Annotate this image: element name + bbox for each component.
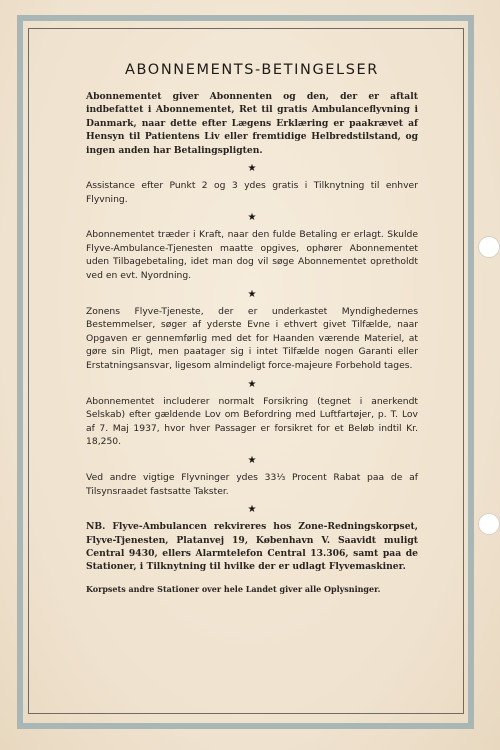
paragraph-discount: Ved andre vigtige Flyvninger ydes 33⅓ Procent Rabat paa de af Tilsynsraadet fastsatte Takster. bbox=[86, 471, 418, 497]
paragraph-validity: Abonnementet træder i Kraft, naar den fulde Betaling er erlagt. Skulde Flyve-Ambulance-Tjenesten maatte opgives, ophører Abonnementet uden Tilbagebetaling, idet man dog vil søge Abonnementet opretholdt ved en evt. Nyordning. bbox=[86, 229, 418, 281]
paragraph-insurance: Abonnementet includerer normalt Forsikring (tegnet i anerkendt Selskab) efter gældende Lov om Befordring med Luftfartøjer, p. T. Lov af 7. Maj 1937, hvor hver Passager er forsikret for et Beløb indtil Kr. 18,250. bbox=[86, 395, 418, 448]
document-title: ABONNEMENTS-BETINGELSER bbox=[125, 62, 379, 78]
footer-note: Korpsets andre Stationer over hele Landet giver alle Oplysninger. bbox=[86, 583, 381, 594]
document-content bbox=[86, 62, 418, 595]
star-separator: ★ bbox=[247, 454, 257, 466]
paragraph-assistance: Assistance efter Punkt 2 og 3 ydes gratis i Tilknytning til enhver Flyvning. bbox=[86, 180, 418, 205]
star-separator: ★ bbox=[247, 288, 257, 300]
punch-hole bbox=[478, 236, 500, 258]
paragraph-liability: Zonens Flyve-Tjeneste, der er underkastet Myndighedernes Bestemmelser, søger af yderste Evne i ethvert givet Tilfælde, naar Opgaven er gennemførlig med det for Haanden værende Materiel, at gøre sin Pligt, men paatager sig i intet Tilfælde nogen Garanti eller Erstatningsansvar, ligesom almindeligt force-majeure Forbehold tages. bbox=[86, 305, 418, 371]
intro-paragraph: Abonnementet giver Abonnenten og den, der er aftalt indbefattet i Abonnementet, Ret til gratis Ambulanceflyvning i Danmark, naar dette efter Lægens Erklæring er paakrævet af Hensyn til Patientens Liv eller fremtidige Helbredstilstand, og ingen anden har Betalingspligten. bbox=[86, 91, 418, 156]
star-separator: ★ bbox=[247, 378, 257, 390]
star-separator: ★ bbox=[247, 504, 257, 516]
star-separator: ★ bbox=[247, 163, 257, 175]
star-separator: ★ bbox=[247, 212, 257, 224]
nb-paragraph: NB. Flyve-Ambulancen rekvireres hos Zone-Redningskorpset, Flyve-Tjenesten, Platanvej 19, København V. Saavidt muligt Central 9430, ellers Alarmtelefon Central 13.306, samt paa de Stationer, i Tilknytning til hvilke der er udlagt Flyvemaskiner. bbox=[86, 521, 418, 573]
punch-hole bbox=[478, 513, 500, 535]
